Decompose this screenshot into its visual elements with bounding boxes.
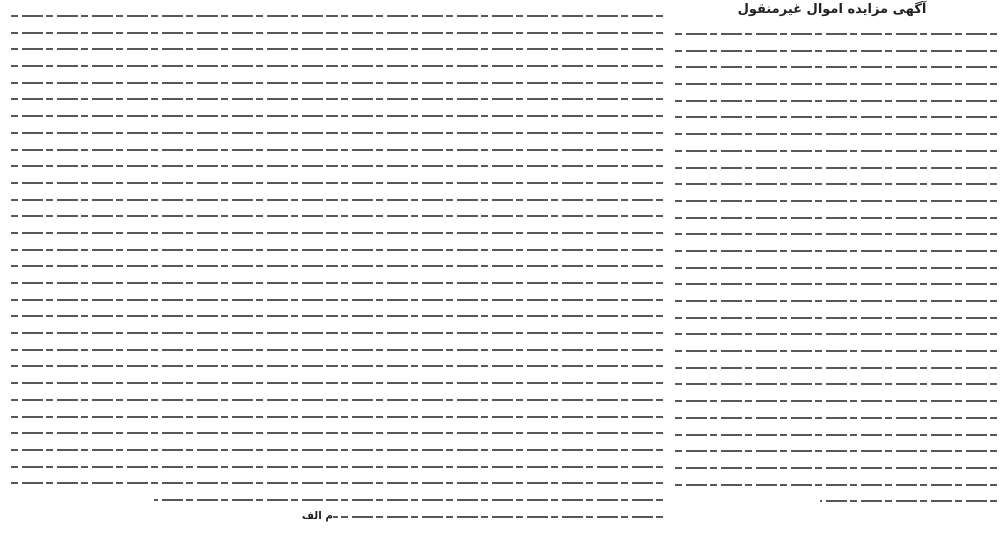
text-line (8, 206, 333, 223)
text-line (333, 39, 663, 56)
text-line (8, 473, 333, 490)
text-line (675, 274, 997, 291)
text-line (675, 308, 997, 325)
notice-reference: م الف (301, 509, 333, 522)
text-line (675, 91, 997, 108)
text-line (675, 374, 997, 391)
text-line (8, 340, 333, 357)
notice-column-left (8, 6, 333, 530)
text-line (333, 256, 663, 273)
text-line (333, 190, 663, 207)
text-line (333, 440, 663, 457)
text-line (333, 473, 663, 490)
text-line (8, 306, 333, 323)
text-line (820, 491, 997, 508)
text-line (675, 174, 997, 191)
text-line (675, 475, 997, 492)
text-line (8, 390, 333, 407)
text-line (333, 156, 663, 173)
text-line (8, 407, 333, 424)
text-line (8, 440, 333, 457)
text-line (8, 56, 333, 73)
text-line (675, 191, 997, 208)
text-line (675, 224, 997, 241)
text-line (675, 391, 997, 408)
text-line (8, 290, 333, 307)
text-line (333, 290, 663, 307)
text-line (8, 223, 333, 240)
text-line (333, 173, 663, 190)
text-line (675, 425, 997, 442)
text-line (8, 190, 333, 207)
text-line (8, 39, 333, 56)
text-line (333, 206, 663, 223)
text-line (8, 273, 333, 290)
text-line (8, 323, 333, 340)
text-line (333, 223, 663, 240)
text-line (8, 89, 333, 106)
text-line (333, 507, 663, 524)
text-line (675, 241, 997, 258)
text-line (333, 390, 663, 407)
text-line (333, 490, 663, 507)
text-line (675, 141, 997, 158)
text-line (675, 158, 997, 175)
text-line (154, 490, 333, 507)
text-line (8, 106, 333, 123)
text-line (8, 356, 333, 373)
text-line (333, 140, 663, 157)
text-line (333, 457, 663, 474)
text-line (333, 89, 663, 106)
text-line (8, 73, 333, 90)
text-line (8, 6, 333, 23)
text-line (333, 73, 663, 90)
text-line (333, 306, 663, 323)
text-line (333, 240, 663, 257)
text-line (333, 407, 663, 424)
text-line (675, 291, 997, 308)
text-line (8, 256, 333, 273)
text-line (675, 324, 997, 341)
text-line (675, 208, 997, 225)
notice-column-middle (333, 6, 663, 530)
text-line (333, 423, 663, 440)
text-line (8, 23, 333, 40)
notice-title: آگهی مزایده اموال غیرمنقول (737, 2, 927, 17)
text-line (675, 358, 997, 375)
text-line (675, 408, 997, 425)
text-line (675, 441, 997, 458)
text-line (333, 23, 663, 40)
text-line (333, 356, 663, 373)
text-line (8, 173, 333, 190)
text-line (8, 240, 333, 257)
text-line (675, 258, 997, 275)
text-line (333, 273, 663, 290)
text-line (8, 156, 333, 173)
text-line (675, 341, 997, 358)
text-line (8, 373, 333, 390)
text-line (333, 340, 663, 357)
text-line (675, 107, 997, 124)
text-line (675, 124, 997, 141)
text-line (8, 140, 333, 157)
text-line (675, 57, 997, 74)
text-line (333, 6, 663, 23)
text-line (8, 457, 333, 474)
text-line (675, 458, 997, 475)
text-line (333, 106, 663, 123)
text-line (675, 41, 997, 58)
text-line (333, 123, 663, 140)
notice-column-right (675, 24, 997, 530)
text-line (333, 56, 663, 73)
text-line (8, 423, 333, 440)
text-line (675, 24, 997, 41)
text-line (675, 74, 997, 91)
text-line (333, 323, 663, 340)
text-line (8, 123, 333, 140)
text-line (333, 373, 663, 390)
